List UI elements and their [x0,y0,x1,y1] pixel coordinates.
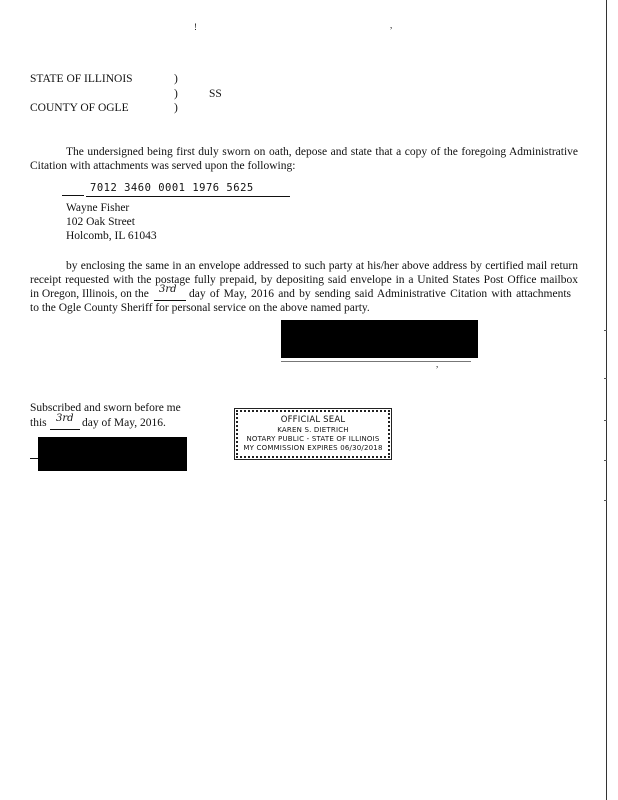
jurat-suffix: day of May, 2016. [82,417,166,429]
seal-expires: MY COMMISSION EXPIRES 06/30/2018 [243,444,383,452]
service-line: day of May, 2016 and by sending said Administrative Citation with attachments [189,288,571,300]
recipient-street: 102 Oak Street [66,216,135,228]
jurat-day-underline [50,429,80,430]
intro-line: Citation with attachments was served upon the following: [30,160,296,172]
scan-edge-tick [604,420,607,421]
seal-line: NOTARY PUBLIC - STATE OF ILLINOIS [246,435,380,443]
day-underline [154,300,186,301]
venue-county: COUNTY OF OGLE [30,102,129,114]
venue-paren: ) [174,88,178,100]
tracking-underline [86,196,290,197]
scan-edge-tick [604,460,607,461]
scan-edge-tick [604,330,607,331]
jurat-handwritten-day: 3rd [56,413,74,424]
venue-paren: ) [174,73,178,85]
scan-mark: ! [194,22,197,32]
seal-name: KAREN S. DIETRICH [277,426,349,434]
tracking-underline-left [62,195,84,196]
handwritten-day: 3rd [159,284,177,295]
scan-edge-tick [604,378,607,379]
redacted-notary-signature [38,437,187,471]
service-line: in Oregon, Illinois, on the [30,288,149,300]
notary-seal [236,410,390,458]
seal-title: OFFICIAL SEAL [280,415,346,425]
scan-edge-line [606,0,607,800]
service-line: by enclosing the same in an envelope addressed to such party at his/her above address by certified mail return [66,260,578,272]
scan-edge-tick [604,500,607,501]
venue-state: STATE OF ILLINOIS [30,73,133,85]
jurat-line: Subscribed and sworn before me [30,402,181,414]
venue-ss: SS [209,88,222,100]
redacted-signature [281,320,478,358]
recipient-name: Wayne Fisher [66,202,130,214]
scan-mark: , [390,20,393,30]
tracking-number: 7012 3460 0001 1976 5625 [90,182,254,194]
service-line: receipt requested with the postage fully prepaid, by depositing said envelope in a United States Post Office mailbox [30,274,578,286]
scan-mark: , [436,359,439,369]
jurat-prefix: this [30,417,47,429]
service-line: to the Ogle County Sheriff for personal service on the above named party. [30,302,370,314]
venue-paren: ) [174,102,178,114]
intro-line: The undersigned being first duly sworn on oath, depose and state that a copy of the foregoing Administrative [66,146,578,158]
recipient-city: Holcomb, IL 61043 [66,230,157,242]
signature-line [281,361,471,362]
